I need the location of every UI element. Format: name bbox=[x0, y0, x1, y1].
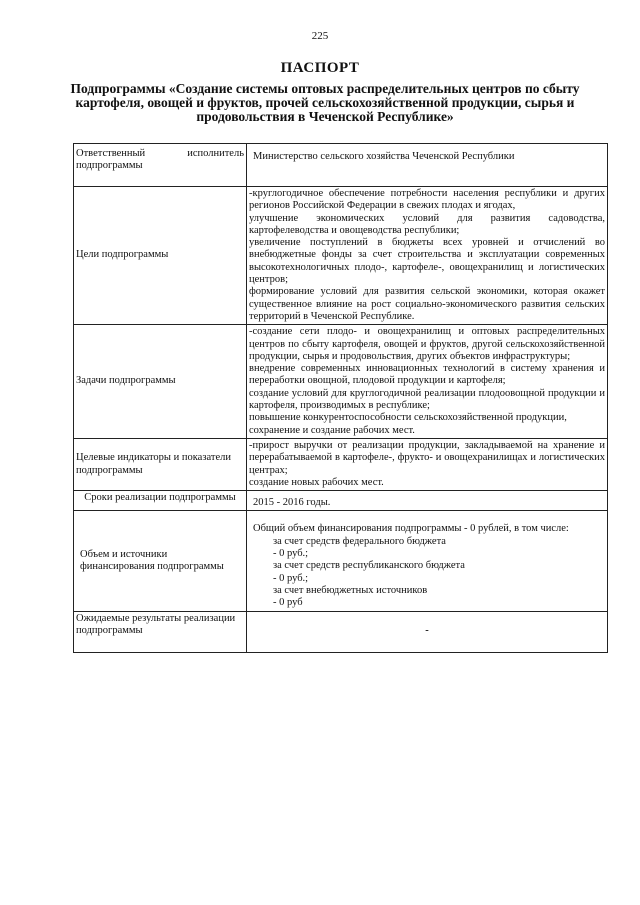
task-item: повышение конкурентоспособности сельскохозяйственной продукции, bbox=[249, 412, 567, 424]
task-item: сохранение и создание рабочих мест. bbox=[249, 424, 415, 436]
finance-line: за счет средств федерального бюджета bbox=[273, 535, 446, 547]
finance-line: - 0 руб bbox=[273, 597, 303, 609]
tasks-content bbox=[247, 325, 608, 439]
indicator-item: создание новых рабочих мест. bbox=[249, 476, 384, 488]
tasks-label-text: Задачи подпрограммы bbox=[76, 375, 176, 387]
finance-line: - 0 руб.; bbox=[273, 548, 309, 560]
goal-item: увеличение поступлений в бюджеты всех уровней и отчислений во внебюджетные фонды за счет строительства и эксплуатации современных высокотехнологичных плодо-, картофеле-, овощехранилищ и логистических центров; bbox=[249, 237, 605, 286]
finance-content bbox=[247, 511, 608, 611]
table-row-indicators bbox=[74, 438, 608, 490]
task-item: внедрение современных инновационных технологий в систему хранения и переработки овощной, плодовой продукции и картофеля; bbox=[249, 363, 605, 387]
goals-label bbox=[74, 187, 247, 325]
table-row-goals bbox=[74, 187, 608, 325]
page-number: 225 bbox=[311, 30, 329, 42]
task-item: создание условий для круглогодичной реализации плодоовощной продукции и картофеля, производимых в республике; bbox=[249, 387, 605, 412]
document-title: ПАСПОРТ bbox=[280, 60, 360, 76]
executor-value: Министерство сельского хозяйства Чеченской Республики bbox=[247, 144, 608, 187]
finance-intro: Общий объем финансирования подпрограммы - 0 рублей, в том числе: bbox=[253, 523, 569, 535]
finance-label: Объем и источники финансирования подпрограммы bbox=[74, 511, 247, 611]
tasks-label bbox=[74, 325, 247, 439]
table-row-expected bbox=[74, 611, 608, 652]
term-label: Сроки реализации подпрограммы bbox=[74, 491, 247, 511]
goal-item: -круглогодичное обеспечение потребности населения республики и других регионов Российской Федерации в свежих плодах и ягодах, bbox=[249, 188, 605, 212]
expected-value: - bbox=[247, 611, 608, 652]
goals-content bbox=[247, 187, 608, 325]
table-row-executor bbox=[74, 144, 608, 187]
goal-item: улучшение экономических условий для развития садоводства, картофелеводства и овощеводства республики; bbox=[249, 212, 605, 236]
table-row-tasks bbox=[74, 325, 608, 439]
executor-label: Ответственный исполнитель подпрограммы bbox=[74, 144, 247, 187]
indicators-label: Целевые индикаторы и показатели подпрограммы bbox=[74, 438, 247, 490]
task-item: -создание сети плодо- и овощехранилищ и оптовых распределительных центров по сбыту картофеля, овощей и фруктов, другой сельскохозяйственной продукции, сырья и продовольствия, других объектов инфраструктуры; bbox=[249, 326, 605, 362]
goal-item: формирование условий для развития сельской экономики, которая окажет существенное влияние на рост социально-экономического развития сельских территорий в Чеченской Республике. bbox=[249, 286, 605, 322]
table-row-finance bbox=[74, 511, 608, 611]
document-subtitle: Подпрограммы «Создание системы оптовых распределительных центров по сбыту картофеля, овощей и фруктов, прочей сельскохозяйственной продукции, сырья и продовольствия в Чеченской Республике» bbox=[70, 81, 580, 124]
term-value: 2015 - 2016 годы. bbox=[247, 491, 608, 511]
indicators-content bbox=[247, 438, 608, 490]
finance-line: - 0 руб.; bbox=[273, 572, 309, 584]
expected-label: Ожидаемые результаты реализации подпрограммы bbox=[74, 611, 247, 652]
goals-label-text: Цели подпрограммы bbox=[76, 249, 169, 261]
table-row-term bbox=[74, 491, 608, 511]
indicator-item: -прирост выручки от реализации продукции, закладываемой на хранение и перерабатываемой в картофеле-, фрукто- и овощехранилищах и логистических центрах; bbox=[249, 439, 605, 476]
finance-line: за счет средств республиканского бюджета bbox=[273, 560, 465, 572]
finance-line: за счет внебюджетных источников bbox=[273, 584, 428, 596]
passport-table bbox=[73, 143, 608, 653]
